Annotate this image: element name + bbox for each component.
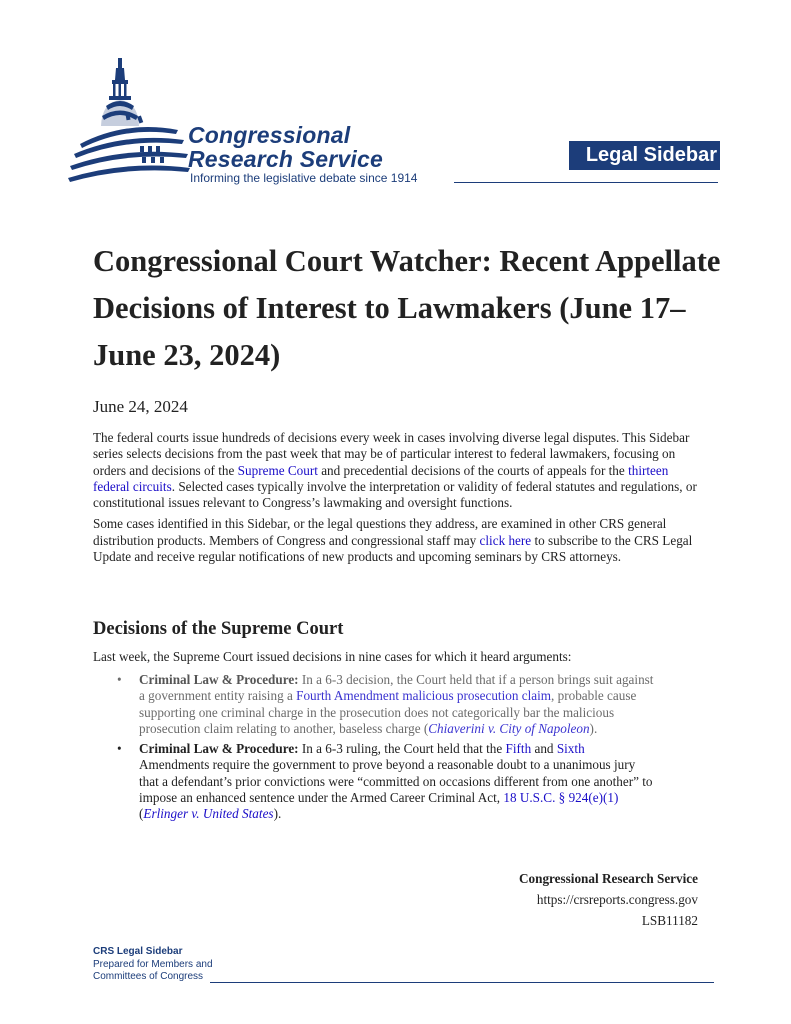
federal-circuits-link[interactable]: thirteen federal circuits	[93, 462, 669, 494]
case-category: Criminal Law & Procedure:	[139, 672, 299, 687]
text-run: In a 6-3 decision, the Court held that if a person brings suit against a government entity raising a	[139, 672, 654, 704]
fourth-amendment-claim-link[interactable]: Fourth Amendment malicious prosecution claim	[296, 688, 552, 704]
header-divider	[454, 182, 718, 183]
legal-sidebar-badge: Legal Sidebar	[569, 141, 720, 170]
supreme-court-link[interactable]: Supreme Court	[237, 462, 318, 478]
page-title: Congressional Court Watcher: Recent Appellate Decisions of Interest to Lawmakers (June 17–June 23, 2024)	[93, 244, 721, 372]
footer-prepared-line1: Prepared for Members and	[93, 958, 213, 970]
footer-series	[93, 946, 213, 984]
list-item	[117, 672, 657, 737]
org-tagline: Informing the legislative debate since 1914	[190, 171, 418, 185]
footer-org: Congressional Research Service	[519, 871, 698, 886]
text-run: ).	[273, 806, 282, 822]
publication-date: June 24, 2024	[93, 397, 188, 416]
org-name-line2: Research Service	[188, 146, 384, 172]
footer-product-id: LSB11182	[641, 913, 698, 928]
footer-divider	[210, 982, 714, 983]
text-run: , probable cause supporting one criminal charge in the prosecution does not categorically bar the malicious prosecution claim relating to another, baseless charge (	[139, 688, 637, 736]
text-run: and precedential decisions of the courts of appeals for the	[317, 462, 629, 478]
text-run: . Selected cases typically involve the interpretation or validity of federal statutes and regulations, or constitutional issues relevant to Congress’s lawmaking and oversight functions.	[93, 478, 697, 511]
text-run: ).	[589, 720, 598, 736]
section-heading: Decisions of the Supreme Court	[93, 619, 344, 639]
intro-text	[93, 430, 705, 570]
case-name-link[interactable]: Erlinger v. United States	[143, 806, 274, 822]
bullet: •	[117, 741, 122, 757]
subscribe-link[interactable]: click here	[479, 532, 532, 548]
text-run: In a 6-3 ruling, the Court held that the	[298, 741, 506, 757]
case-list	[117, 672, 657, 827]
case-category: Criminal Law & Procedure:	[139, 741, 299, 757]
bullet: •	[117, 672, 122, 687]
sixth-amendment-link[interactable]: Sixth	[556, 741, 585, 757]
capitol-dome-logo	[66, 56, 196, 186]
text-run: The federal courts issue hundreds of decisions every week in cases involving diverse legal disputes. This Sidebar series selects decisions from the past week that may be of particular interest to federal lawmakers, focusing on orders and decisions of the	[93, 430, 690, 478]
intro-paragraph-2	[93, 516, 705, 565]
footer-url[interactable]: https://crsreports.congress.gov	[536, 892, 698, 907]
text-run: and	[531, 741, 557, 757]
text-run: to subscribe to the CRS Legal Update and receive regular notifications of new products and upcoming seminars by CRS attorneys.	[93, 532, 693, 565]
org-name-line1: Congressional	[188, 122, 351, 148]
footer-series-name: CRS Legal Sidebar	[93, 946, 183, 957]
section-intro: Last week, the Supreme Court issued decisions in nine cases for which it heard arguments:	[93, 649, 572, 664]
list-item	[117, 741, 657, 822]
fifth-amendment-link[interactable]: Fifth	[505, 741, 532, 757]
footer-prepared-line2: Committees of Congress	[93, 971, 204, 982]
case-name-link[interactable]: Chiaverini v. City of Napoleon	[428, 720, 590, 736]
text-run: (	[139, 806, 144, 822]
usc-citation-link[interactable]: 18 U.S.C. § 924(e)(1)	[503, 790, 619, 806]
text-run: Some cases identified in this Sidebar, or the legal questions they address, are examined in other CRS general distribution products. Members of Congress and congressional staff may	[93, 516, 667, 548]
footer-citation	[519, 868, 698, 931]
intro-paragraph-1	[93, 430, 705, 511]
text-run: Amendments require the government to prove beyond a reasonable doubt to a unanimous jury that a defendant’s prior convictions were “committed on occasions different from one another” to impose an enhanced sentence under the Armed Career Criminal Act,	[139, 757, 653, 806]
